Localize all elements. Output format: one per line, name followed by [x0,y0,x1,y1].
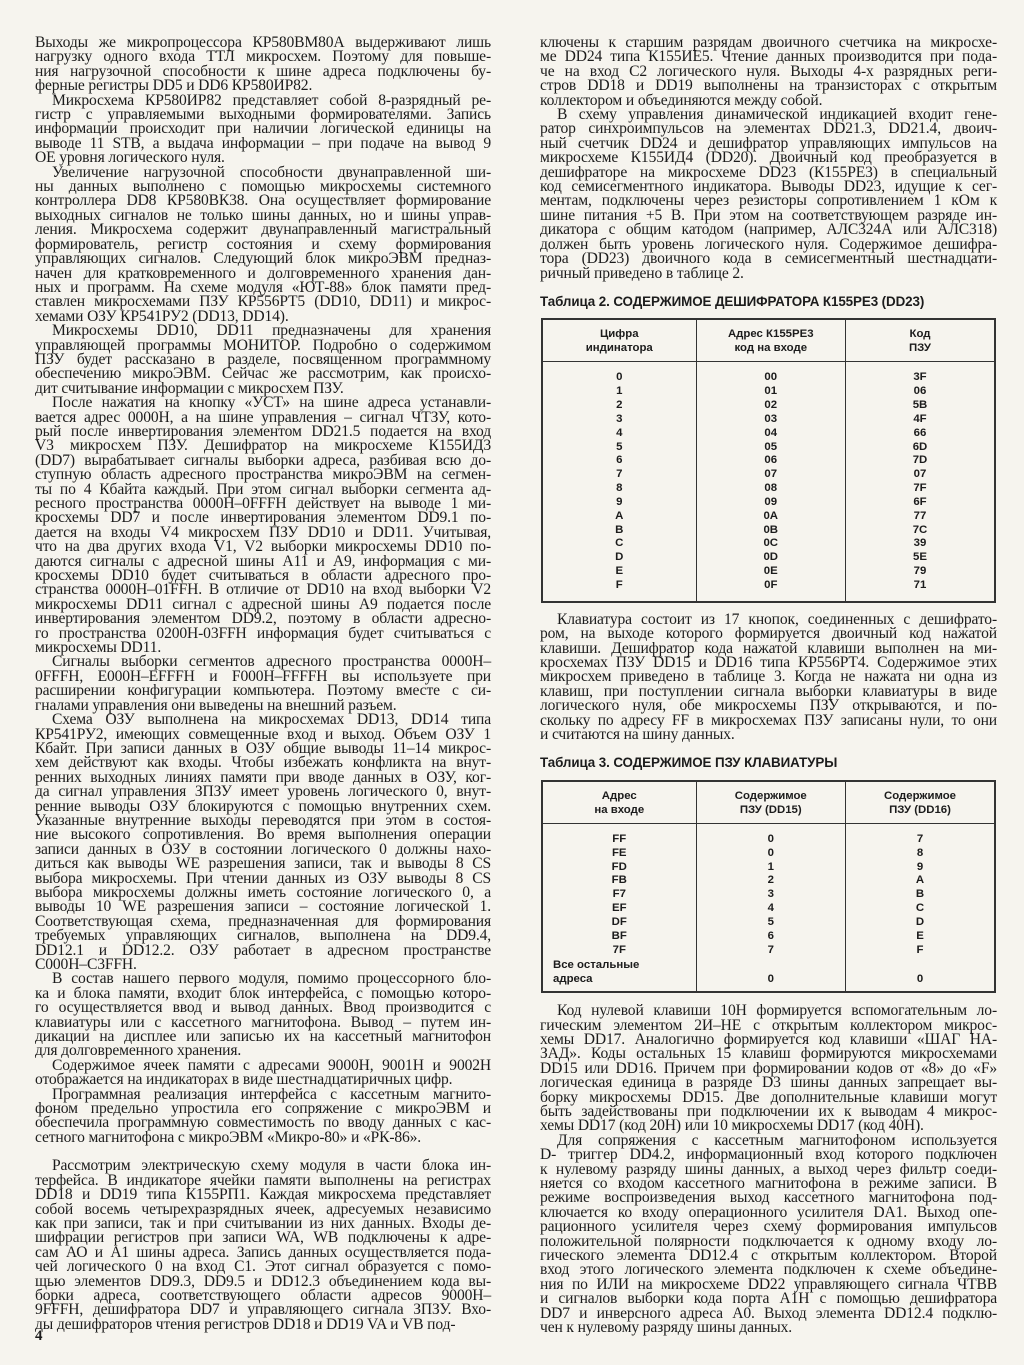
table3-cell: 5 [767,915,774,928]
table3-cell: 1 [767,860,774,873]
text-line: выводе 11 STB, а выдача информации – при подаче на вывод 9 [35,134,491,152]
text-line: хем действуют как входы. Чтобы избежать конфликта на внут- [35,754,491,772]
text-line: ресного пространства 0000Н–0FFFН действует на выводе 1 ми- [35,495,491,512]
table3-cell: BF [611,929,627,942]
table2-cell: 0B [763,523,779,536]
text-line: контроллера DD8 КР580ВК38. Она осуществляет формирование [35,192,491,210]
table3-cell: FD [611,860,627,873]
table3-header-dd15: Содержимое ПЗУ (DD15) [696,781,845,824]
text-line: После нажатия на кнопку «УСТ» на шине адреса устанавли- [52,394,491,412]
text-line: инвертирования элементом DD9.2, поэтому в области адресно- [35,610,491,628]
text-line: Код нулевой клавиши 10Н формируется вспомогательным ло- [557,1002,997,1020]
text-line: режиме воспроизведения выход кассетного магнитофона под- [540,1189,997,1207]
table3-cell: 0 [767,832,774,845]
paragraph [35,91,491,167]
text-line: Сигналы выборки сегментов адресного пространства 0000Н– [52,653,491,671]
text-line: код семисегментного индикатора. Выводы DD23, идущие к сег- [540,178,997,196]
text-line: шифрации регистров при записи WA, WB подключены к адре- [35,1229,491,1247]
text-line: ка и блока памяти, входит блок интерфейса, с помощью которо- [35,984,491,1002]
text-line: кросхемы DD7 и после инвертирования элементом DD9.1 по- [35,509,491,527]
left-column [35,36,491,1332]
table2-cell: 6D [912,440,928,453]
text-line: микросхеме К155ИД4 (DD20). Двоичный код преобразуется в [540,149,997,167]
table2-cell: 02 [764,399,778,411]
paragraph [35,713,491,972]
table3-cell: 3 [767,888,774,901]
text-line: управляющей программы МОНИТОР. Подробно о содержимом [35,336,491,354]
text-line: ме DD24 типа К155ИЕ5. Чтение данных производится при пода- [540,48,997,66]
text-line: го осуществляется ввод и вывод данных. Ввод производится с [35,999,491,1017]
table2-title: Таблица 2. СОДЕРЖИМОЕ ДЕШИФРАТОРА К155РЕ3 (DD23) [540,293,925,309]
text-line: V3 микросхем ПЗУ. Дешифратор на микросхеме К155ИД3 [35,437,491,455]
paragraph [540,1004,997,1134]
text-line: формирователь, регистр состояния и схему формирования [35,235,491,253]
text-line: КР541РУ2, имеющих совмещенные вход и выход. Объем ОЗУ 1 [35,725,491,743]
table3-cell: 0 [767,846,774,859]
text-line: ставлен микросхемами ПЗУ КР556РТ5 (DD10, DD11) и микрос- [35,293,491,311]
text-line: кросхемы DD10 будет считываться в области адресного про- [35,567,491,585]
text-line: 0FFFН, Е000Н–ЕFFFН и F000Н–FFFFН вы используете при [35,667,491,685]
text-line: борки адреса, соответствующего области адресов 9000Н– [35,1286,491,1304]
text-line: сам АО и А1 шины адреса. Запись данных осуществляется пода- [35,1243,491,1261]
text-line: стров DD18 и DD19 выполнены на транзисторах с открытым [540,77,997,95]
table2-cell: D [615,551,624,564]
text-line: для долговременного хранения. [35,1042,242,1060]
text-line: го пространства 0200Н-03FFН информация будет считываться с [35,624,491,642]
text-line: Для сопряжения с кассетным магнитофоном используется [557,1131,997,1149]
text-line: ния по ИЛИ на микросхеме DD22 управляющего сигнала ЧТВВ [540,1275,997,1293]
table2-cell: 7D [912,454,928,467]
table3-cell: A [915,874,925,887]
table2-column-address [696,362,845,602]
table2-header-address: Адрес К155РЕ3 код на входе [696,319,845,362]
table2-cell: 08 [764,482,778,495]
text-line: микросхем приведено в таблице 3. Когда не нажата ни одна из [540,668,997,686]
right-column-mid-text [540,610,997,744]
text-line: дикации на дисплее или записью их на кассетный магнитофон [35,1028,491,1046]
text-line: странства 0000Н–01FFН. В отличие от DD10 на вход выборки V2 [35,581,491,599]
paragraph [35,1159,491,1332]
table2-cell: 5 [616,440,623,453]
table3-title: Таблица 3. СОДЕРЖИМОЕ ПЗУ КЛАВИАТУРЫ [540,755,838,771]
table2-cell: 1 [616,385,623,398]
text-line: Соответствующая схема, предназначенная для формирования [35,912,491,930]
text-line: управляющих сигналов. Следующий блок микроЭВМ предназ- [35,250,491,268]
text-line: ный счетчик DD24 и дешифратор управляющих импульсов на [540,134,997,152]
text-line: рый после инвертирования элементом DD21.5 подается на вход [35,422,491,440]
text-line: ключены к старшим разрядам двоичного счетчика на микросхе- [540,34,997,51]
table2-cell: 04 [764,426,778,439]
table2-cell: 39 [913,537,927,550]
paragraph [540,36,997,108]
table3-row-other-dd15: 0 [696,959,845,992]
table3-cell: 9 [916,860,924,873]
table3-cell: E [916,929,924,942]
text-line: ных и программ. На схеме модуля «ЮТ-88» блок памяти пред- [35,278,491,296]
table2-cell: 79 [913,565,927,578]
text-line: выбора микросхемы должны иметь состояние логического 0, а [35,883,491,901]
text-line: ключается ко входу операционного усилителя DA1. Выход опе- [540,1203,997,1221]
table2-header-code: Код ПЗУ [846,319,996,362]
text-line: че на вход С2 логического нуля. Выходы 4-х разрядных реги- [540,62,997,80]
table3-cell: 6 [767,929,774,942]
table3-cell: C [915,902,925,915]
text-line: ды дешифраторов чтения регистров DD18 и DD19 VA и VB под- [35,1315,456,1333]
page-number: 4 [35,1328,43,1344]
text-line: гического элемента DD12.4 с открытым коллектором. Второй [540,1247,997,1265]
text-line: клавиатуры или с кассетного магнитофона. Вывод – путем ин- [35,1013,491,1031]
text-line: нагрузку одного входа ТТЛ микросхем. Поэтому для повыше- [35,48,491,66]
right-column [540,36,997,1336]
table2-cell: 7 [616,468,623,481]
table2-cell: 5E [913,551,927,564]
text-line: кросхемах ПЗУ DD15 и DD16 типа КР556РТ4. Содержимое этих [540,654,997,672]
table2-cell: E [615,565,624,578]
right-column-bottom-text [540,1004,997,1335]
text-line: ментам, подключены через резисторы сопротивлением 1 кОм к [540,192,997,210]
text-line: гналами управления они выведены на внешний разъем. [35,696,397,714]
text-line: диться как выводы WE разрешения записи, так и выводы 8 CS [35,855,491,873]
text-line: хемами ОЗУ КР541РУ2 (DD13, DD14). [35,307,289,325]
table3-cell: 4 [767,902,774,915]
table3-cell: 2 [767,874,774,887]
text-line: ления. Микросхема содержит двунаправленный магистральный [35,221,491,239]
table2-cell: 0A [763,509,779,522]
text-line: ступную область адресного пространства микроЭВМ на сегмен- [35,466,491,484]
paragraph [540,610,997,744]
text-line: собой восемь четырехразрядных ячеек, адресуемых независимо [35,1200,491,1218]
text-line: информации происходит при наличии логической единицы на [35,120,491,138]
text-line: вается адрес 0000Н, а на шине управления – сигнал ЧТЗУ, кото- [35,408,491,426]
text-line: даются сигналы с адресной шины А11 и А9, информация с ми- [35,552,491,570]
table3-header-dd16: Содержимое ПЗУ (DD16) [846,781,996,824]
paragraph [35,396,491,655]
text-line: DD15 или DD16. Причем при формировании кодов от «8» до «F» [540,1059,997,1077]
text-line: рационного усилителя через схему формирования импульсов [540,1218,997,1236]
table2-cell: 0 [616,371,623,384]
paragraph [35,1085,491,1146]
text-line: ратор синхроимпульсов на элементах DD21.3, DD21.4, двоич- [540,120,997,138]
table3-cell: B [915,888,925,901]
table3-cell: 7 [916,832,924,845]
table3-cell: FF [612,832,627,845]
table2-cell: 66 [913,426,927,439]
text-line: дается на входы V4 микросхем ПЗУ DD10 и DD11. Учитывая, [35,523,491,541]
text-line: Содержимое ячеек памяти с адресами 9000Н, 9001Н и 9002Н [52,1056,491,1074]
table2-cell: 6F [913,495,927,508]
table2-cell: 5B [912,399,928,411]
text-line: Кбайт. При записи данных в ОЗУ общие выводы 11–14 микрос- [35,739,491,757]
table2-cell: 9 [616,495,623,508]
text-line: хемы DD17 (код 20Н) или 10 микросхемы DD17 (код 40Н). [540,1117,924,1135]
table2-cell: 8 [616,482,623,495]
text-line: и сигналов выборки кода порта А1Н с помощью дешифратора [540,1290,997,1308]
text-line: что на два других входа V1, V2 выборки микросхемы DD10 по- [35,538,491,556]
table3-cell: 7 [767,943,774,956]
table3-cell: F7 [612,888,626,901]
table2-cell: 03 [764,412,778,425]
text-line: DD12.1 и DD12.2. ОЗУ работает в адресном пространстве [35,941,491,959]
text-line: чен к нулевому разряду шины данных. [540,1319,792,1337]
paragraph [540,1131,997,1337]
text-line: к нулевому разряду шины данных, а выход через фильтр соеди- [540,1160,997,1178]
text-line: ром, на выходе которого формируется двоичный код нажатой [540,625,997,643]
table3-header-address: Адрес на входе [542,781,696,824]
text-line: DD18 и DD19 типа К155РП1. Каждая микросхема представляет [35,1186,491,1204]
text-line: Увеличение нагрузочной способности двунаправленной ши- [52,163,491,181]
table3 [541,780,996,993]
table2-cell: 07 [913,468,927,481]
text-line: 9FFFН, дешифратора DD7 и управляющего сигнала ЗПЗУ. Вхо- [35,1301,491,1319]
text-line: фоном предельно упростила его сопряжение с микроЭВМ и [35,1100,491,1118]
paragraph [35,36,491,94]
table3-cell: F [916,943,924,956]
text-line: терфейса. В индикаторе ячейки памяти выполнены на регистрах [35,1171,491,1189]
text-line: ренние выводы ОЗУ блокируются с помощью внутренних схем. [35,797,491,815]
text-line: Указанные внутренние выходы переводятся при этом в состоя- [35,811,491,829]
text-line: должен быть уровень логического нуля. Содержимое дешифра- [540,235,997,253]
table2-cell: 0D [763,551,779,564]
text-line: ферные регистры DD5 и DD6 КР580ИР82. [35,77,313,95]
table2-cell: 6 [616,454,623,467]
text-line: ричный приведено в таблице 2. [540,264,744,282]
table3-cell: 7F [612,943,626,956]
text-line: ние высокого сопротивления. Во время выполнения операции [35,826,491,844]
text-line: обеспечила программную совместимость по вводу данных с кас- [35,1114,491,1132]
table2-column-digit [542,362,696,602]
table2-cell: 00 [764,371,778,384]
text-line: гическим элементом 2И–НЕ с открытым коллектором микрос- [540,1016,997,1034]
text-line: ны данных выполнено с помощью микросхемы системного [35,178,491,196]
text-line: да сигнал управления ЗПЗУ имеет уровень логического 0, внут- [35,783,491,801]
paragraph [35,655,491,713]
table2-cell: F [615,578,623,591]
text-line: вход этого логического элемента подключен к схеме объедине- [540,1261,997,1279]
table2-cell: B [615,523,624,536]
paragraph [35,1056,491,1089]
text-line: ЗАД». Коды остальных 15 клавиш формируются микросхемами [540,1045,997,1063]
table2-cell: 09 [764,495,778,508]
text-line: отображается на индикаторах в виде шестнадцатиричных цифр. [35,1071,453,1089]
text-line: Микросхемы DD10, DD11 предназначены для хранения [52,322,491,340]
table2-cell: 01 [764,385,778,398]
table2 [541,318,996,603]
table3-cell: 8 [916,846,924,859]
text-line: (DD7) вырабатывает сигналы выборки адреса, разбивая всю до- [35,451,491,469]
text-line: дит считывание информации с микросхем ПЗУ. [35,379,344,397]
table2-cell: 06 [913,385,927,398]
text-line: выходных сигналов не только шины данных, но и шины управ- [35,206,491,224]
text-line: микросхемы DD11 сигнал с адресной шины А9 подается после [35,595,491,613]
text-line: В схему управления динамической индикацией входит гене- [557,106,997,124]
table2-cell: 0F [764,578,778,591]
table2-column-code [846,362,996,602]
table2-cell: 4F [913,412,927,425]
text-line: хемы DD17. Аналогично формируется код клавиши «ШАГ НА- [540,1030,997,1048]
text-line: клавиши. Дешифратор кода нажатой клавиши выполнен на ми- [540,639,997,657]
text-line: DD7 и инверсного адреса А0. Выход элемента DD12.4 подклю- [540,1304,997,1322]
table2-cell: A [615,509,624,522]
paragraph [35,972,491,1058]
text-line: дикатора с общим катодом (например, АЛС324А или АЛС318) [540,221,997,239]
table3-column-address [542,823,696,959]
text-line: Выходы же микропроцессора КР580ВМ80А выдерживают лишь [35,34,491,51]
table2-cell: 3 [616,412,623,425]
text-line: В состав нашего первого модуля, помимо процессорного бло- [52,970,491,988]
right-column-top-text [540,36,997,281]
text-line: дешифраторе на микросхеме DD23 (К155РЕ3) в специальный [540,163,997,181]
text-line: Микросхема КР580ИР82 представляет собой 8-разрядный ре- [52,91,491,109]
table2-cell: 4 [616,426,623,439]
text-line: ПЗУ будет рассказано в разделе, посвященном программному [35,350,491,368]
text-line: ты по 4 Кбайта каждый. При этом сигнал выборки сегмента ад- [35,480,491,498]
table2-cell: 71 [913,578,927,591]
table2-cell: 06 [764,454,778,467]
table2-cell: 77 [913,509,927,522]
table2-cell: 0C [763,537,779,550]
text-line: ния нагрузочной способности к шине адреса подключены бу- [35,62,491,80]
text-line: шине питания +5 В. При этом на соответствующем разряде ин- [540,206,997,224]
table3-row-other-dd16: 0 [846,959,996,992]
text-line: записи данных в ОЗУ в состоянии логического 0 должны нахо- [35,840,491,858]
table2-cell: 05 [764,440,778,453]
table2-cell: 0E [763,565,778,578]
text-line: расширении конфигурации компьютера. Поэтому вместе с си- [35,682,491,700]
text-line: логического нуля, обе микросхемы ПЗУ открываются, и по- [540,697,997,715]
text-line: D- триггер DD4.2, информационный вход которого подключен [540,1146,997,1164]
text-line: требуемых управляющих сигналов, выполнена на DD9.4, [35,927,491,945]
text-line: ренних выходных линиях памяти при вводе данных в ОЗУ, ког- [35,768,491,786]
table2-cell: 3F [913,371,927,384]
paragraph [35,324,491,396]
text-line: скольку по адресу FF в микросхемах ПЗУ записаны нули, то они [540,711,997,729]
table3-column-dd15 [696,823,845,959]
text-line: щью элементов DD9.3, DD9.5 и DD12.3 объединением кода вы- [35,1272,491,1290]
text-line: С000Н–С3FFН. [35,956,137,973]
table3-cell: FE [611,846,627,859]
table3-cell: EF [611,902,627,915]
table3-cell: FB [611,874,627,887]
text-line: логическая единица в разряде D3 шины данных запрещает вы- [540,1074,997,1092]
table3-cell: DF [611,915,627,928]
text-line: как при записи, так и при считывании из них данных. Входы де- [35,1214,491,1232]
text-line: сетного магнитофона с микроЭВМ «Микро-80» и «РК-86». [35,1128,422,1146]
text-line: обеспечению микроЭВМ. Сейчас же рассмотрим, как происхо- [35,365,491,383]
text-line: Рассмотрим электрическую схему модуля в части блока ин- [52,1157,491,1175]
text-line: положительной полярности подключается к одному входу ло- [540,1232,997,1250]
table3-column-dd16 [846,823,996,959]
text-line: выводы 10 WE разрешения записи – состояние логической 1. [35,898,491,916]
text-line: борку микросхемы DD15. Две дополнительные клавиши могут [540,1088,997,1106]
text-line: Программная реализация интерфейса с кассетным магнито- [52,1085,491,1103]
text-line: микросхемы DD11. [35,639,162,657]
text-line: выбора микросхемы. При чтении данных из ОЗУ выводы 8 CS [35,869,491,887]
table2-cell: 07 [764,468,778,481]
text-line: Схема ОЗУ выполнена на микросхемах DD13, DD14 типа [52,711,491,729]
paragraph [540,108,997,281]
text-line: чей логического 0 на вход С1. Этот сигнал образуется с помо- [35,1258,491,1276]
table2-cell: 2 [616,399,623,411]
text-line: няется со входом кассетного магнитофона в режиме записи. В [540,1175,997,1193]
table3-row-other-label: Все остальные адреса [542,959,696,992]
text-line: быть задействованы при подключении их к выводам 4 микрос- [540,1103,997,1120]
table3-cell: D [915,915,925,928]
text-line: и считаются на шину данных. [540,726,735,744]
text-line: гистр с управляемыми выходными формирователями. Запись [35,106,491,124]
table2-cell: 7C [912,523,928,536]
paragraph [35,163,491,325]
table2-header-digit: Цифра индинатора [542,319,696,362]
text-line: клавиш, при поступлении сигнала выборки клавиатуры в виде [540,682,997,700]
text-line: коллектором и объединяются между собой. [540,91,823,109]
table2-cell: 7F [913,482,927,495]
text-line: начен для кратковременного и долговременного хранения дан- [35,264,491,282]
text-line: Клавиатура состоит из 17 кнопок, соединенных с дешифрато- [557,610,997,628]
table2-cell: C [615,537,624,550]
text-line: ОЕ уровня логического нуля. [35,149,225,167]
text-line: тора (DD23) двоичного кода в семисегментный шестнадцати- [540,250,997,268]
